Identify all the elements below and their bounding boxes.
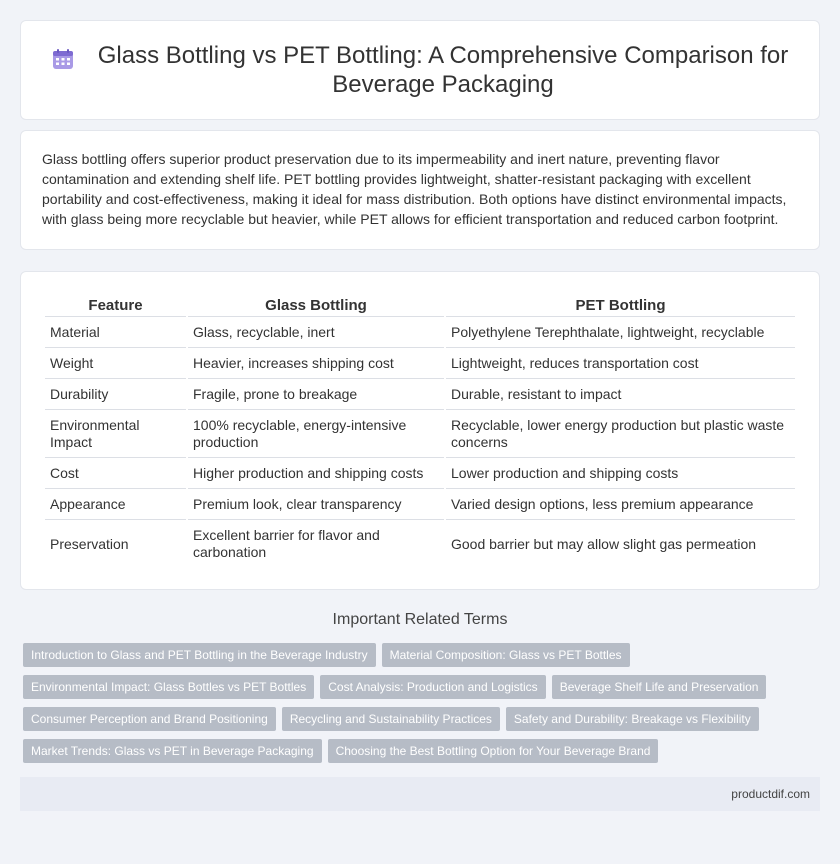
feature-cell: Cost	[45, 457, 186, 488]
feature-cell: Durability	[45, 378, 186, 409]
intro-text: Glass bottling offers superior product preservation due to its impermeability and inert nature, preventing flavor contamination and extending shelf life. PET bottling provides lightweight, shatter-resistant packaging with excellent portability and cost-effectiveness, making it ideal for mass distribution. Both options have distinct environmental impacts, with glass being more recyclable but heavier, while PET allows for efficient transportation and reduced carbon footprint.	[42, 151, 787, 227]
table-row	[45, 409, 795, 457]
page-title: Glass Bottling vs PET Bottling: A Comprehensive Comparison for Beverage Packaging	[97, 42, 789, 98]
related-term-tag[interactable]: Beverage Shelf Life and Preservation	[552, 675, 767, 699]
glass-cell: Glass, recyclable, inert	[188, 316, 444, 347]
glass-cell: Excellent barrier for flavor and carbonation	[188, 519, 444, 567]
table-row	[45, 488, 795, 519]
pet-cell: Polyethylene Terephthalate, lightweight, recyclable	[446, 316, 795, 347]
feature-cell: Material	[45, 316, 186, 347]
feature-cell: Environmental Impact	[45, 409, 186, 457]
glass-cell: Fragile, prone to breakage	[188, 378, 444, 409]
table-header-row	[45, 291, 795, 316]
glass-cell: 100% recyclable, energy-intensive production	[188, 409, 444, 457]
related-terms-list	[23, 643, 820, 771]
feature-cell: Weight	[45, 347, 186, 378]
related-term-tag[interactable]: Consumer Perception and Brand Positioning	[23, 707, 276, 731]
header-pet: PET Bottling	[575, 297, 666, 314]
related-term-tag[interactable]: Environmental Impact: Glass Bottles vs PET Bottles	[23, 675, 314, 699]
pet-cell: Varied design options, less premium appearance	[446, 488, 795, 519]
table-row	[45, 378, 795, 409]
comparison-table	[43, 291, 797, 567]
feature-cell: Preservation	[45, 519, 186, 567]
pet-cell: Lightweight, reduces transportation cost	[446, 347, 795, 378]
pet-cell: Recyclable, lower energy production but plastic waste concerns	[446, 409, 795, 457]
related-term-tag[interactable]: Market Trends: Glass vs PET in Beverage Packaging	[23, 739, 322, 763]
pet-cell: Lower production and shipping costs	[446, 457, 795, 488]
footer	[20, 777, 820, 811]
header-glass: Glass Bottling	[265, 297, 367, 314]
related-terms-title: Important Related Terms	[332, 611, 508, 628]
glass-cell: Premium look, clear transparency	[188, 488, 444, 519]
related-term-tag[interactable]: Choosing the Best Bottling Option for Your Beverage Brand	[328, 739, 659, 763]
header-feature: Feature	[88, 297, 143, 314]
comparison-table-card	[20, 271, 820, 590]
related-term-tag[interactable]: Recycling and Sustainability Practices	[282, 707, 500, 731]
intro-card	[20, 130, 820, 250]
table-row	[45, 457, 795, 488]
glass-cell: Heavier, increases shipping cost	[188, 347, 444, 378]
table-row	[45, 519, 795, 567]
pet-cell: Durable, resistant to impact	[446, 378, 795, 409]
feature-cell: Appearance	[45, 488, 186, 519]
pet-cell: Good barrier but may allow slight gas permeation	[446, 519, 795, 567]
table-row	[45, 316, 795, 347]
related-term-tag[interactable]: Cost Analysis: Production and Logistics	[320, 675, 545, 699]
header-card	[20, 20, 820, 120]
table-row	[45, 347, 795, 378]
calendar-icon	[51, 47, 75, 71]
related-term-tag[interactable]: Safety and Durability: Breakage vs Flexibility	[506, 707, 759, 731]
glass-cell: Higher production and shipping costs	[188, 457, 444, 488]
related-term-tag[interactable]: Introduction to Glass and PET Bottling in the Beverage Industry	[23, 643, 376, 667]
related-term-tag[interactable]: Material Composition: Glass vs PET Bottles	[382, 643, 630, 667]
footer-site-link[interactable]: productdif.com	[731, 787, 810, 801]
